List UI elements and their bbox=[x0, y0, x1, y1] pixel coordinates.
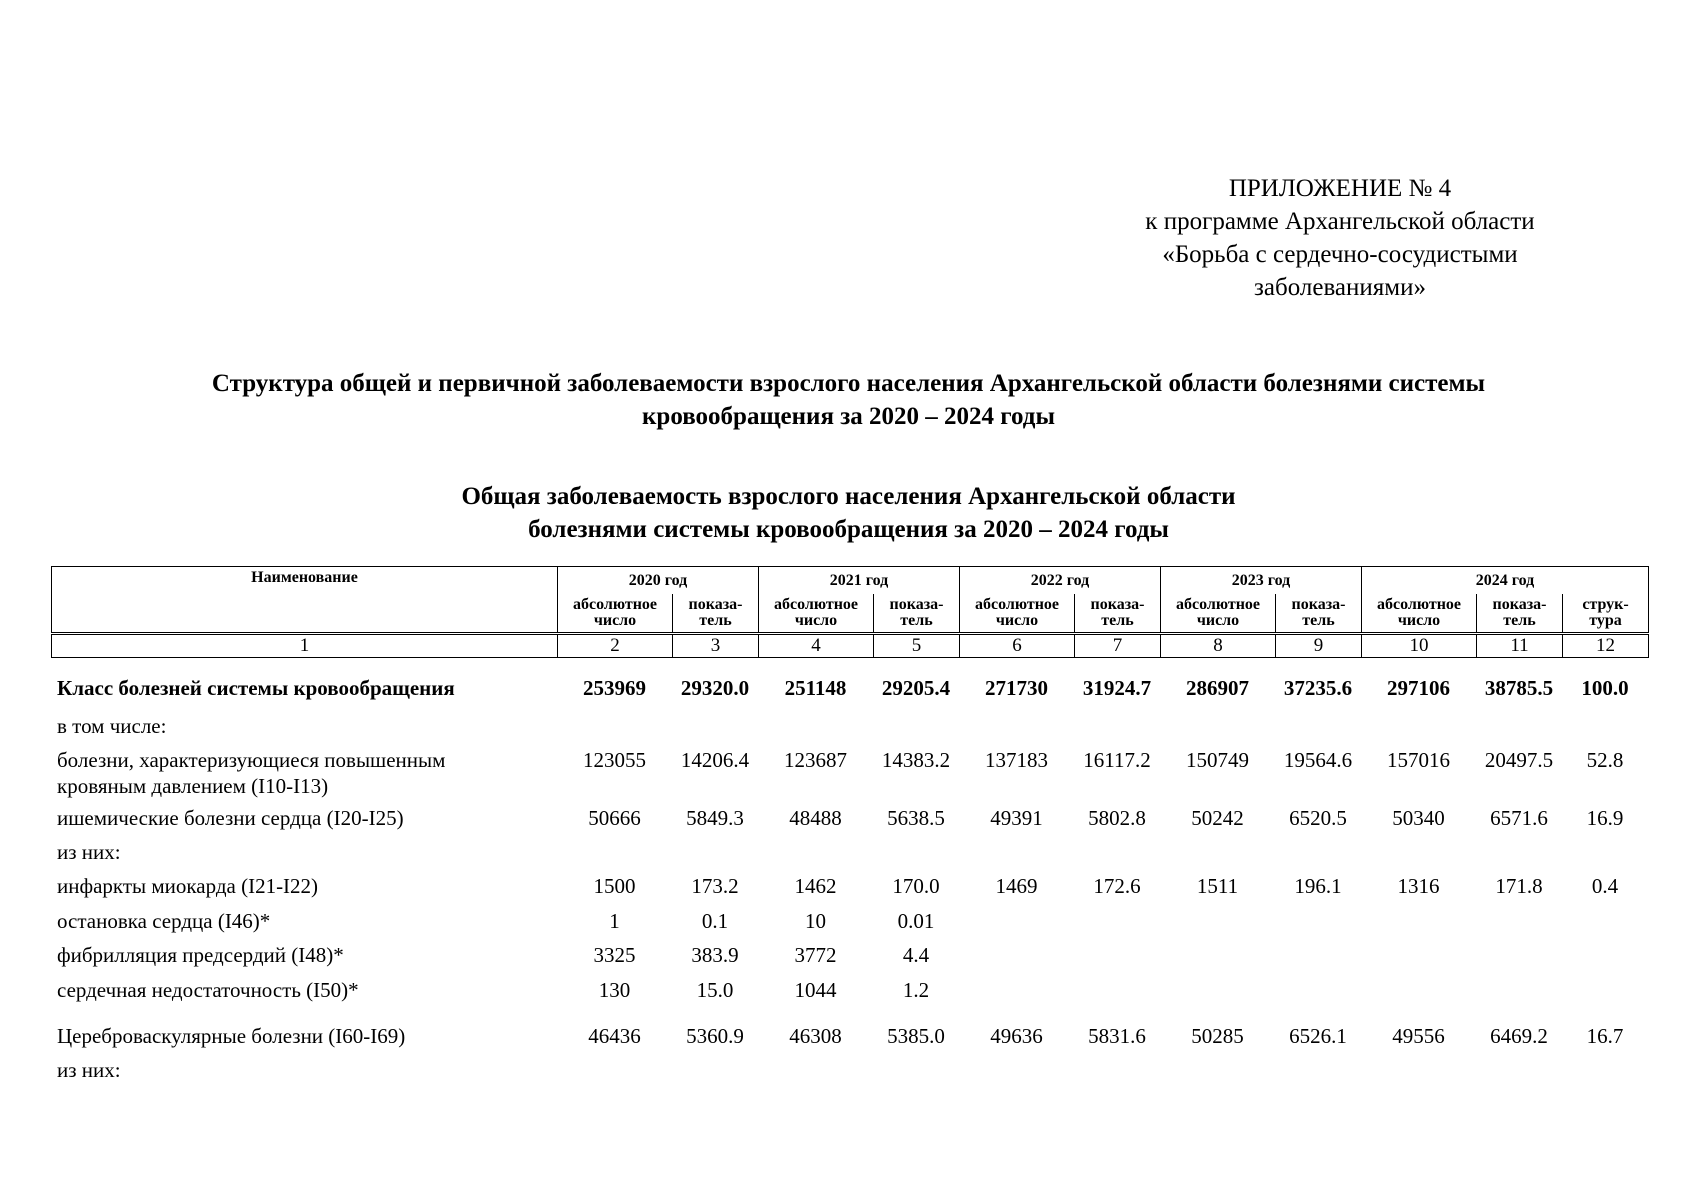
column-number: 10 bbox=[1362, 634, 1477, 658]
table-cell bbox=[959, 713, 1074, 747]
table-cell bbox=[1562, 839, 1648, 873]
column-number: 1 bbox=[52, 634, 558, 658]
table-cell: 1.2 bbox=[902, 978, 930, 1002]
table-row bbox=[51, 747, 1648, 805]
column-number: 6 bbox=[960, 634, 1075, 658]
row-label-line: инфаркты миокарда (I21-I22) bbox=[57, 874, 319, 898]
column-number: 7 bbox=[1075, 634, 1161, 658]
column-subheader-line: струк- bbox=[1582, 596, 1629, 613]
table-cell: 38785.5 bbox=[1484, 676, 1554, 700]
table-cell: 157016 bbox=[1387, 748, 1450, 772]
column-subheader bbox=[1161, 594, 1276, 634]
table-cell: 6526.1 bbox=[1289, 1024, 1347, 1048]
row-label bbox=[51, 675, 557, 713]
table-cell: 173.2 bbox=[691, 874, 739, 898]
appendix-program-title-2: заболеваниями» bbox=[1254, 274, 1426, 301]
table-cell: 37235.6 bbox=[1283, 676, 1353, 700]
table-cell: 171.8 bbox=[1495, 874, 1543, 898]
table-cell bbox=[959, 942, 1074, 977]
appendix-program-title-1: «Борьба с сердечно-сосудистыми bbox=[1162, 241, 1518, 268]
row-label bbox=[51, 977, 557, 1023]
table-cell bbox=[1275, 977, 1361, 1023]
table-cell: 19564.6 bbox=[1283, 748, 1353, 772]
row-label-line: кровяным давлением (I10-I13) bbox=[57, 774, 329, 798]
table-cell: 150749 bbox=[1186, 748, 1249, 772]
table-cell: 20497.5 bbox=[1484, 748, 1554, 772]
column-number: 5 bbox=[874, 634, 960, 658]
column-number: 3 bbox=[673, 634, 759, 658]
table-cell bbox=[1476, 977, 1562, 1023]
row-label bbox=[51, 839, 557, 873]
row-label bbox=[51, 942, 557, 977]
table-header bbox=[51, 566, 1649, 658]
table-cell: 137183 bbox=[985, 748, 1048, 772]
column-number: 11 bbox=[1477, 634, 1563, 658]
column-header-year: 2021 год bbox=[759, 567, 960, 595]
column-number: 8 bbox=[1161, 634, 1276, 658]
row-label-line: болезни, характеризующиеся повышенным bbox=[57, 748, 446, 772]
table-cell bbox=[1160, 839, 1275, 873]
table-cell: 1511 bbox=[1196, 874, 1239, 898]
table-cell: 297106 bbox=[1387, 676, 1450, 700]
table-cell: 286907 bbox=[1186, 676, 1249, 700]
table-cell bbox=[1074, 839, 1160, 873]
table-cell: 253969 bbox=[583, 676, 646, 700]
column-subheader bbox=[558, 594, 673, 634]
table-cell bbox=[672, 1057, 758, 1091]
column-subheader bbox=[960, 594, 1075, 634]
appendix-program-line: к программе Архангельской области bbox=[1145, 208, 1535, 235]
table-cell bbox=[1476, 942, 1562, 977]
table-cell bbox=[1562, 977, 1648, 1023]
column-subheader-line: тель bbox=[699, 612, 732, 629]
table-cell bbox=[1361, 977, 1476, 1023]
row-label-line: из них: bbox=[57, 1058, 121, 1082]
table-cell bbox=[1562, 713, 1648, 747]
column-subheader-line: число bbox=[1397, 612, 1441, 629]
table-cell: 50340 bbox=[1392, 806, 1445, 830]
table-cell bbox=[1476, 908, 1562, 942]
table-cell bbox=[1476, 1057, 1562, 1091]
table-cell: 16117.2 bbox=[1083, 748, 1151, 772]
table-cell bbox=[758, 713, 873, 747]
table-cell bbox=[1160, 713, 1275, 747]
table-cell: 6469.2 bbox=[1490, 1024, 1548, 1048]
table-cell bbox=[1361, 839, 1476, 873]
table-cell bbox=[873, 1057, 959, 1091]
table-row bbox=[51, 1057, 1648, 1091]
column-subheader bbox=[1563, 594, 1649, 634]
table-cell: 1469 bbox=[995, 874, 1038, 898]
column-subheader-line: показа- bbox=[889, 596, 944, 613]
table-cell bbox=[1160, 977, 1275, 1023]
table-cell: 46436 bbox=[588, 1024, 641, 1048]
table-cell: 1462 bbox=[794, 874, 837, 898]
row-label-line: остановка сердца (I46)* bbox=[57, 909, 271, 933]
table-cell bbox=[1160, 908, 1275, 942]
table-row bbox=[51, 908, 1648, 942]
table-cell: 0.01 bbox=[897, 909, 935, 933]
column-subheader-line: показа- bbox=[1090, 596, 1145, 613]
column-subheader-line: абсолютное bbox=[974, 596, 1060, 613]
table-cell: 123687 bbox=[784, 748, 847, 772]
table-row bbox=[51, 977, 1648, 1023]
table-cell: 5385.0 bbox=[887, 1024, 945, 1048]
table-cell: 5849.3 bbox=[686, 806, 744, 830]
table-cell bbox=[1074, 942, 1160, 977]
table-cell: 6520.5 bbox=[1289, 806, 1347, 830]
table-cell bbox=[672, 839, 758, 873]
column-subheader-line: абсолютное bbox=[773, 596, 859, 613]
table-cell bbox=[1361, 908, 1476, 942]
document-title-line-1: Структура общей и первичной заболеваемости взрослого населения Архангельской области болезнями системы bbox=[211, 370, 1486, 397]
table-cell bbox=[1275, 1057, 1361, 1091]
column-subheader-line: число bbox=[593, 612, 637, 629]
table-cell bbox=[1275, 839, 1361, 873]
table-cell: 170.0 bbox=[892, 874, 940, 898]
table-cell: 196.1 bbox=[1294, 874, 1342, 898]
table-cell: 100.0 bbox=[1581, 676, 1629, 700]
table-cell bbox=[1275, 908, 1361, 942]
table-cell bbox=[1074, 713, 1160, 747]
table-cell: 172.6 bbox=[1093, 874, 1141, 898]
table-cell bbox=[1361, 713, 1476, 747]
table-cell: 5360.9 bbox=[686, 1024, 744, 1048]
table-cell: 1 bbox=[609, 909, 620, 933]
table-cell: 383.9 bbox=[691, 943, 739, 967]
column-subheader-line: число bbox=[995, 612, 1039, 629]
table-cell: 16.7 bbox=[1586, 1024, 1624, 1048]
table-cell: 10 bbox=[805, 909, 826, 933]
table-cell bbox=[1074, 977, 1160, 1023]
column-subheader bbox=[673, 594, 759, 634]
table-cell: 4.4 bbox=[902, 943, 930, 967]
table-cell: 50285 bbox=[1191, 1024, 1244, 1048]
table-cell bbox=[873, 713, 959, 747]
table-cell bbox=[1160, 942, 1275, 977]
row-label-line: фибрилляция предсердий (I48)* bbox=[57, 943, 344, 967]
table-cell bbox=[557, 839, 672, 873]
column-subheader bbox=[1477, 594, 1563, 634]
table-cell bbox=[1074, 1057, 1160, 1091]
table-cell bbox=[1160, 1057, 1275, 1091]
table-row bbox=[51, 713, 1648, 747]
column-subheader bbox=[1362, 594, 1477, 634]
table-cell: 14383.2 bbox=[881, 748, 951, 772]
column-subheader-line: тель bbox=[1101, 612, 1134, 629]
row-label bbox=[51, 747, 557, 805]
table-cell: 251148 bbox=[784, 676, 847, 700]
document-title-line-2: кровообращения за 2020 – 2024 годы bbox=[642, 403, 1055, 430]
column-subheader-line: показа- bbox=[1291, 596, 1346, 613]
column-subheader bbox=[759, 594, 874, 634]
table-cell: 1044 bbox=[794, 978, 837, 1002]
table-cell bbox=[758, 839, 873, 873]
column-subheader-line: тель bbox=[900, 612, 933, 629]
table-cell: 14206.4 bbox=[680, 748, 750, 772]
table-cell: 1500 bbox=[593, 874, 636, 898]
table-cell bbox=[1361, 1057, 1476, 1091]
table-cell: 0.4 bbox=[1591, 874, 1619, 898]
table-cell: 29320.0 bbox=[680, 676, 750, 700]
table-cell bbox=[959, 1057, 1074, 1091]
row-label bbox=[51, 908, 557, 942]
table-cell: 130 bbox=[598, 978, 631, 1002]
table-cell: 46308 bbox=[789, 1024, 842, 1048]
row-label bbox=[51, 1057, 557, 1091]
column-subheader bbox=[874, 594, 960, 634]
column-number: 4 bbox=[759, 634, 874, 658]
column-header-name: Наименование bbox=[52, 567, 558, 634]
table-title-line-2: болезнями системы кровообращения за 2020 – 2024 годы bbox=[528, 516, 1169, 543]
table-cell: 31924.7 bbox=[1082, 676, 1152, 700]
column-subheader-line: показа- bbox=[688, 596, 743, 613]
table-row bbox=[51, 942, 1648, 977]
table-cell: 15.0 bbox=[696, 978, 734, 1002]
table-cell bbox=[1275, 942, 1361, 977]
column-subheader bbox=[1276, 594, 1362, 634]
table-cell: 29205.4 bbox=[881, 676, 951, 700]
table-cell: 50666 bbox=[588, 806, 641, 830]
column-subheader-line: тель bbox=[1503, 612, 1536, 629]
column-subheader-line: показа- bbox=[1492, 596, 1547, 613]
row-label bbox=[51, 805, 557, 839]
column-subheader-line: тель bbox=[1302, 612, 1335, 629]
data-table-body bbox=[51, 675, 1648, 1091]
column-header-year: 2022 год bbox=[960, 567, 1161, 595]
row-label-line: ишемические болезни сердца (I20-I25) bbox=[57, 806, 404, 830]
table-cell: 52.8 bbox=[1586, 748, 1624, 772]
column-subheader-line: абсолютное bbox=[1175, 596, 1261, 613]
table-cell: 49391 bbox=[990, 806, 1043, 830]
column-subheader-line: абсолютное bbox=[1376, 596, 1462, 613]
table-cell: 5638.5 bbox=[887, 806, 945, 830]
table-cell bbox=[959, 839, 1074, 873]
column-header-year: 2020 год bbox=[558, 567, 759, 595]
table-cell bbox=[1074, 908, 1160, 942]
table-cell bbox=[873, 839, 959, 873]
row-label-line: Цереброваскулярные болезни (I60-I69) bbox=[57, 1024, 406, 1048]
table-title-line-1: Общая заболеваемость взрослого населения Архангельской области bbox=[461, 483, 1236, 510]
row-label-line: в том числе: bbox=[57, 714, 167, 738]
table-cell bbox=[959, 977, 1074, 1023]
table-row bbox=[51, 805, 1648, 839]
column-number: 12 bbox=[1563, 634, 1649, 658]
table-cell: 5831.6 bbox=[1088, 1024, 1146, 1048]
table-cell bbox=[1275, 713, 1361, 747]
table-cell: 50242 bbox=[1191, 806, 1244, 830]
table-cell bbox=[1562, 1057, 1648, 1091]
column-number: 2 bbox=[558, 634, 673, 658]
table-cell bbox=[1476, 839, 1562, 873]
table-cell: 49556 bbox=[1392, 1024, 1445, 1048]
table-cell bbox=[557, 1057, 672, 1091]
row-label bbox=[51, 873, 557, 908]
table-cell: 5802.8 bbox=[1088, 806, 1146, 830]
row-label bbox=[51, 713, 557, 747]
column-subheader-line: число bbox=[794, 612, 838, 629]
document-title bbox=[70, 367, 1627, 433]
appendix-heading bbox=[1100, 172, 1580, 304]
table-row bbox=[51, 675, 1648, 713]
table-cell: 16.9 bbox=[1586, 806, 1624, 830]
table-cell bbox=[758, 1057, 873, 1091]
row-label-line: сердечная недостаточность (I50)* bbox=[57, 978, 359, 1002]
row-label bbox=[51, 1023, 557, 1057]
appendix-number: ПРИЛОЖЕНИЕ № 4 bbox=[1228, 175, 1452, 202]
column-number: 9 bbox=[1276, 634, 1362, 658]
table-cell: 0.1 bbox=[701, 909, 729, 933]
table-cell: 3325 bbox=[593, 943, 636, 967]
table-cell: 6571.6 bbox=[1490, 806, 1548, 830]
table-cell bbox=[959, 908, 1074, 942]
table-cell bbox=[1476, 713, 1562, 747]
column-subheader bbox=[1075, 594, 1161, 634]
table-cell bbox=[672, 713, 758, 747]
table-title bbox=[70, 480, 1627, 546]
table-cell: 271730 bbox=[985, 676, 1048, 700]
table-cell bbox=[1562, 908, 1648, 942]
table-cell bbox=[1361, 942, 1476, 977]
table-cell: 1316 bbox=[1397, 874, 1440, 898]
row-label-line: Класс болезней системы кровообращения bbox=[57, 676, 455, 700]
column-subheader-line: тура bbox=[1589, 612, 1622, 629]
table-row bbox=[51, 873, 1648, 908]
column-header-year: 2023 год bbox=[1161, 567, 1362, 595]
table-cell bbox=[557, 713, 672, 747]
row-label-line: из них: bbox=[57, 840, 121, 864]
table-cell: 49636 bbox=[990, 1024, 1043, 1048]
table-row bbox=[51, 1023, 1648, 1057]
table-cell: 48488 bbox=[789, 806, 842, 830]
table-cell: 123055 bbox=[583, 748, 646, 772]
table-cell bbox=[1562, 942, 1648, 977]
table-row bbox=[51, 839, 1648, 873]
table-cell: 3772 bbox=[794, 943, 837, 967]
column-subheader-line: абсолютное bbox=[572, 596, 658, 613]
column-header-year: 2024 год bbox=[1362, 567, 1649, 595]
column-subheader-line: число bbox=[1196, 612, 1240, 629]
